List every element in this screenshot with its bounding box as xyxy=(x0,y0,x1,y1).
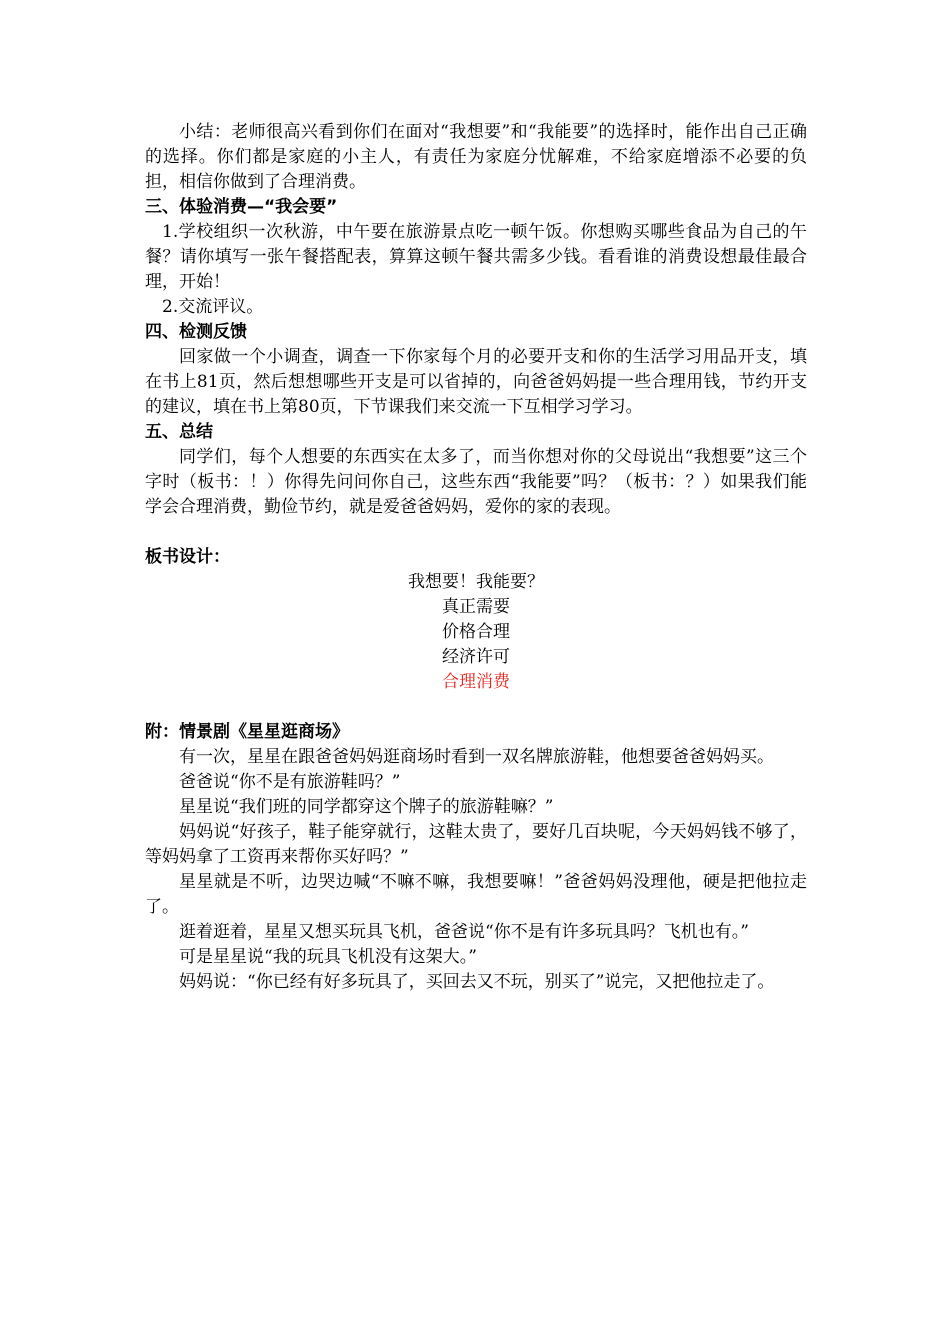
board-design xyxy=(145,570,807,695)
board-line: 经济许可 xyxy=(442,647,510,667)
board-line: 真正需要 xyxy=(442,597,510,617)
appendix-paragraph: 妈妈说：“你已经有好多玩具了，买回去又不玩，别买了”说完，又把他拉走了。 xyxy=(179,972,775,992)
appendix-paragraph: 妈妈说“好孩子，鞋子能穿就行，这鞋太贵了，要好几百块呢，今天妈妈钱不够了，等妈妈拿了工资再来帮你买好吗？” xyxy=(145,822,807,867)
board-highlight-line: 合理消费 xyxy=(442,672,510,692)
board-line: 我想要！我能要？ xyxy=(408,572,544,592)
board-design-heading: 板书设计： xyxy=(145,547,230,567)
appendix-paragraph: 可是星星说“我的玩具飞机没有这架大。” xyxy=(179,947,477,967)
document-body xyxy=(145,120,807,995)
blank-line xyxy=(145,695,807,720)
summary-paragraph: 小结：老师很高兴看到你们在面对“我想要”和“我能要”的选择时，能作出自己正确的选择。你们都是家庭的小主人，有责任为家庭分忧解难，不给家庭增添不必要的负担，相信你做到了合理消费。 xyxy=(145,122,807,192)
section-5-paragraph: 同学们，每个人想要的东西实在太多了，而当你想对你的父母说出“我想要”这三个字时（板书：！）你得先问问你自己，这些东西“我能要”吗？（板书：？）如果我们能学会合理消费，勤俭节约，就是爱爸爸妈妈，爱你的家的表现。 xyxy=(145,447,807,517)
section-4-paragraph: 回家做一个小调查，调查一下你家每个月的必要开支和你的生活学习用品开支，填在书上81页，然后想想哪些开支是可以省掉的，向爸爸妈妈提一些合理用钱，节约开支的建议，填在书上第80页，下节课我们来交流一下互相学习学习。 xyxy=(145,347,807,417)
section-3-heading: 三、体验消费—“我会要” xyxy=(145,197,338,217)
section-5-heading: 五、总结 xyxy=(145,422,213,442)
appendix-heading: 附：情景剧《星星逛商场》 xyxy=(145,722,349,742)
appendix-paragraph: 爸爸说“你不是有旅游鞋吗？” xyxy=(179,772,401,792)
section-4-heading: 四、检测反馈 xyxy=(145,322,247,342)
appendix-paragraph: 星星就是不听，边哭边喊“不嘛不嘛，我想要嘛！”爸爸妈妈没理他，硬是把他拉走了。 xyxy=(145,872,807,917)
section-3-item-1: 1.学校组织一次秋游，中午要在旅游景点吃一顿午饭。你想购买哪些食品为自己的午餐？请你填写一张午餐搭配表，算算这顿午餐共需多少钱。看看谁的消费设想最佳最合理，开始！ xyxy=(145,222,807,292)
section-3-item-2: 2.交流评议。 xyxy=(162,297,264,317)
blank-line xyxy=(145,520,807,545)
board-line: 价格合理 xyxy=(442,622,510,642)
appendix-paragraph: 星星说“我们班的同学都穿这个牌子的旅游鞋嘛？” xyxy=(179,797,554,817)
appendix-paragraph: 有一次，星星在跟爸爸妈妈逛商场时看到一双名牌旅游鞋，他想要爸爸妈妈买。 xyxy=(179,747,774,767)
appendix-paragraph: 逛着逛着，星星又想买玩具飞机，爸爸说“你不是有许多玩具吗？飞机也有。” xyxy=(179,922,749,942)
